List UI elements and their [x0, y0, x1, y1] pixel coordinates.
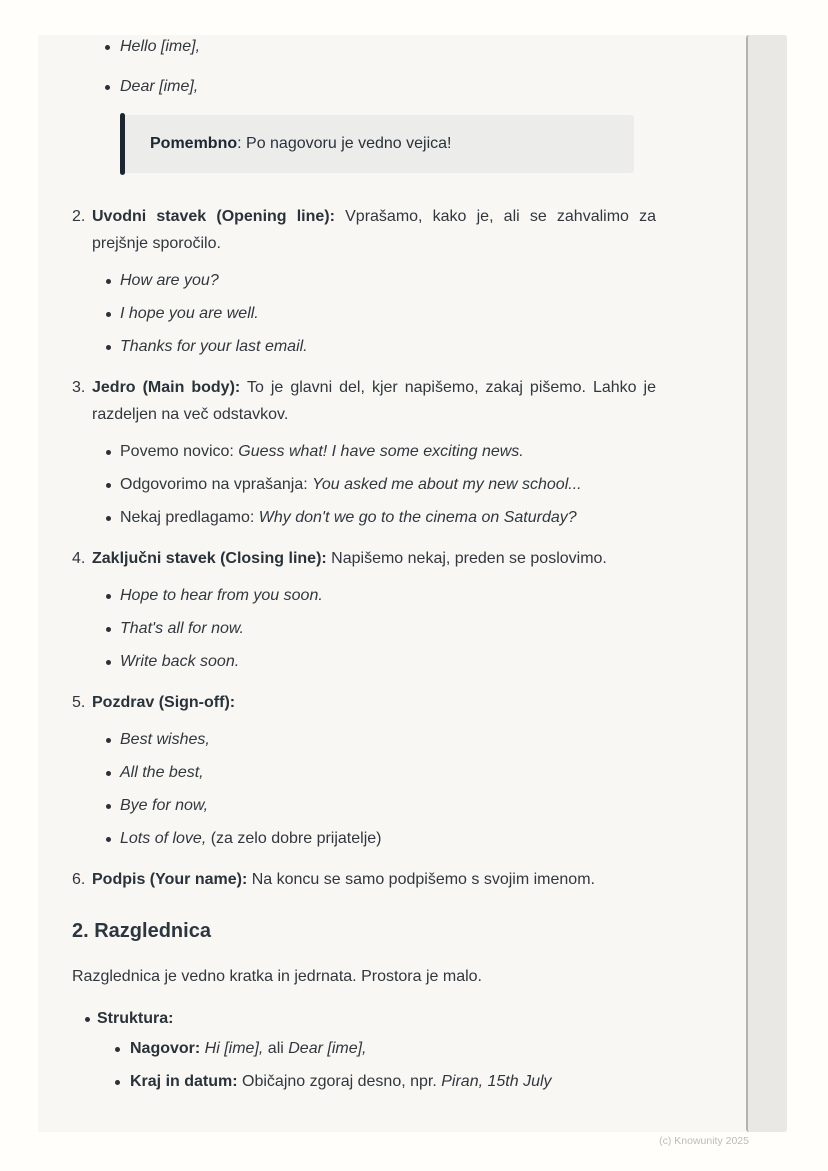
example-item [120, 302, 656, 326]
text-segment: Hope to hear from you soon. [120, 587, 323, 604]
item-text: Napišemo nekaj, preden se poslovimo. [326, 550, 607, 567]
text-segment: Povemo novico: [120, 443, 239, 460]
greeting-examples-list [72, 35, 656, 99]
text-segment: Dear [ime], [288, 1040, 367, 1057]
email-structure-list [72, 203, 656, 893]
text-segment: (za zelo dobre prijatelje) [206, 830, 382, 847]
text-segment: All the best, [120, 764, 204, 781]
structure-subitem [130, 1037, 656, 1061]
text-segment: That's all for now. [120, 620, 244, 637]
watermark: (c) Knowunity 2025 [659, 1135, 749, 1147]
text-segment: Dear [ime], [120, 78, 199, 95]
text-segment: Nagovor: [130, 1040, 205, 1057]
item-body [92, 866, 656, 893]
item-number: 4. [72, 550, 86, 567]
numbered-item [72, 374, 656, 539]
text-segment: Hello [ime], [120, 38, 201, 55]
structure-sublist [97, 1037, 656, 1094]
text-segment: Guess what! I have some exciting news. [238, 443, 524, 460]
callout-accent-bar [120, 113, 125, 175]
item-title: Zaključni stavek (Closing line): [92, 550, 327, 567]
item-title: Jedro (Main body): [92, 379, 241, 396]
postcard-structure-list [72, 1007, 656, 1094]
item-number: 6. [72, 871, 86, 888]
text-segment: Thanks for your last email. [120, 338, 308, 355]
item-number: 2. [72, 208, 86, 225]
item-text: To je glavni del, kjer napišemo, zakaj pišemo. Lahko je razdeljen na več odstavkov. [92, 379, 656, 423]
item-body [92, 374, 656, 539]
item-example-list [92, 440, 656, 530]
example-item [120, 269, 656, 293]
text-segment: Bye for now, [120, 797, 209, 814]
item-example-list [92, 584, 656, 674]
item-title: Podpis (Your name): [92, 871, 248, 888]
item-body [92, 203, 656, 368]
greeting-example-item [120, 75, 656, 99]
callout-body: : Po nagovoru je vedno vejica! [237, 135, 452, 152]
structure-subitem [130, 1070, 656, 1094]
text-segment: Odgovorimo na vprašanja: [120, 476, 313, 493]
section-heading-razglednica: 2. Razglednica [72, 920, 211, 942]
text-segment: Nekaj predlagamo: [120, 509, 259, 526]
greeting-example-item [120, 35, 656, 59]
important-callout [120, 115, 634, 173]
item-number: 5. [72, 694, 86, 711]
text-segment: ali [263, 1040, 289, 1057]
callout-label: Pomembno [150, 135, 238, 152]
item-body [92, 545, 656, 683]
example-item [120, 473, 656, 497]
example-item [120, 440, 656, 464]
text-segment: Best wishes, [120, 731, 210, 748]
item-number: 3. [72, 379, 86, 396]
text-segment: I hope you are well. [120, 305, 259, 322]
text-segment: Struktura: [97, 1010, 174, 1027]
scrollbar[interactable] [746, 35, 787, 1132]
text-segment: Write back soon. [120, 653, 240, 670]
example-item [120, 761, 656, 785]
item-example-list [92, 728, 656, 851]
numbered-item [72, 866, 656, 893]
example-item [120, 728, 656, 752]
text-segment: Običajno zgoraj desno, npr. [242, 1073, 442, 1090]
structure-item [97, 1007, 656, 1094]
section-paragraph: Razglednica je vedno kratka in jedrnata. Prostora je malo. [72, 968, 482, 985]
text-segment: How are you? [120, 272, 219, 289]
example-item [120, 827, 656, 851]
item-example-list [92, 269, 656, 359]
example-item [120, 335, 656, 359]
example-item [120, 584, 656, 608]
item-text: Na koncu se samo podpišemo s svojim imenom. [247, 871, 595, 888]
text-segment: You asked me about my new school... [312, 476, 582, 493]
text-segment: Lots of love, [120, 830, 207, 847]
numbered-item [72, 545, 656, 683]
item-text: Vprašamo, kako je, ali se zahvalimo za prejšnje sporočilo. [92, 208, 657, 252]
page-content [72, 35, 656, 1103]
item-body [92, 689, 656, 860]
example-item [120, 506, 656, 530]
item-title: Uvodni stavek (Opening line): [92, 208, 335, 225]
document-page [38, 35, 787, 1147]
text-segment: Piran, 15th July [441, 1073, 552, 1090]
example-item [120, 650, 656, 674]
numbered-item [72, 203, 656, 368]
callout-text [150, 132, 614, 156]
example-item [120, 617, 656, 641]
text-segment: Kraj in datum: [130, 1073, 243, 1090]
example-item [120, 794, 656, 818]
item-title: Pozdrav (Sign-off): [92, 694, 236, 711]
numbered-item [72, 689, 656, 860]
text-segment: Why don't we go to the cinema on Saturday? [258, 509, 577, 526]
text-segment: Hi [ime], [204, 1040, 264, 1057]
